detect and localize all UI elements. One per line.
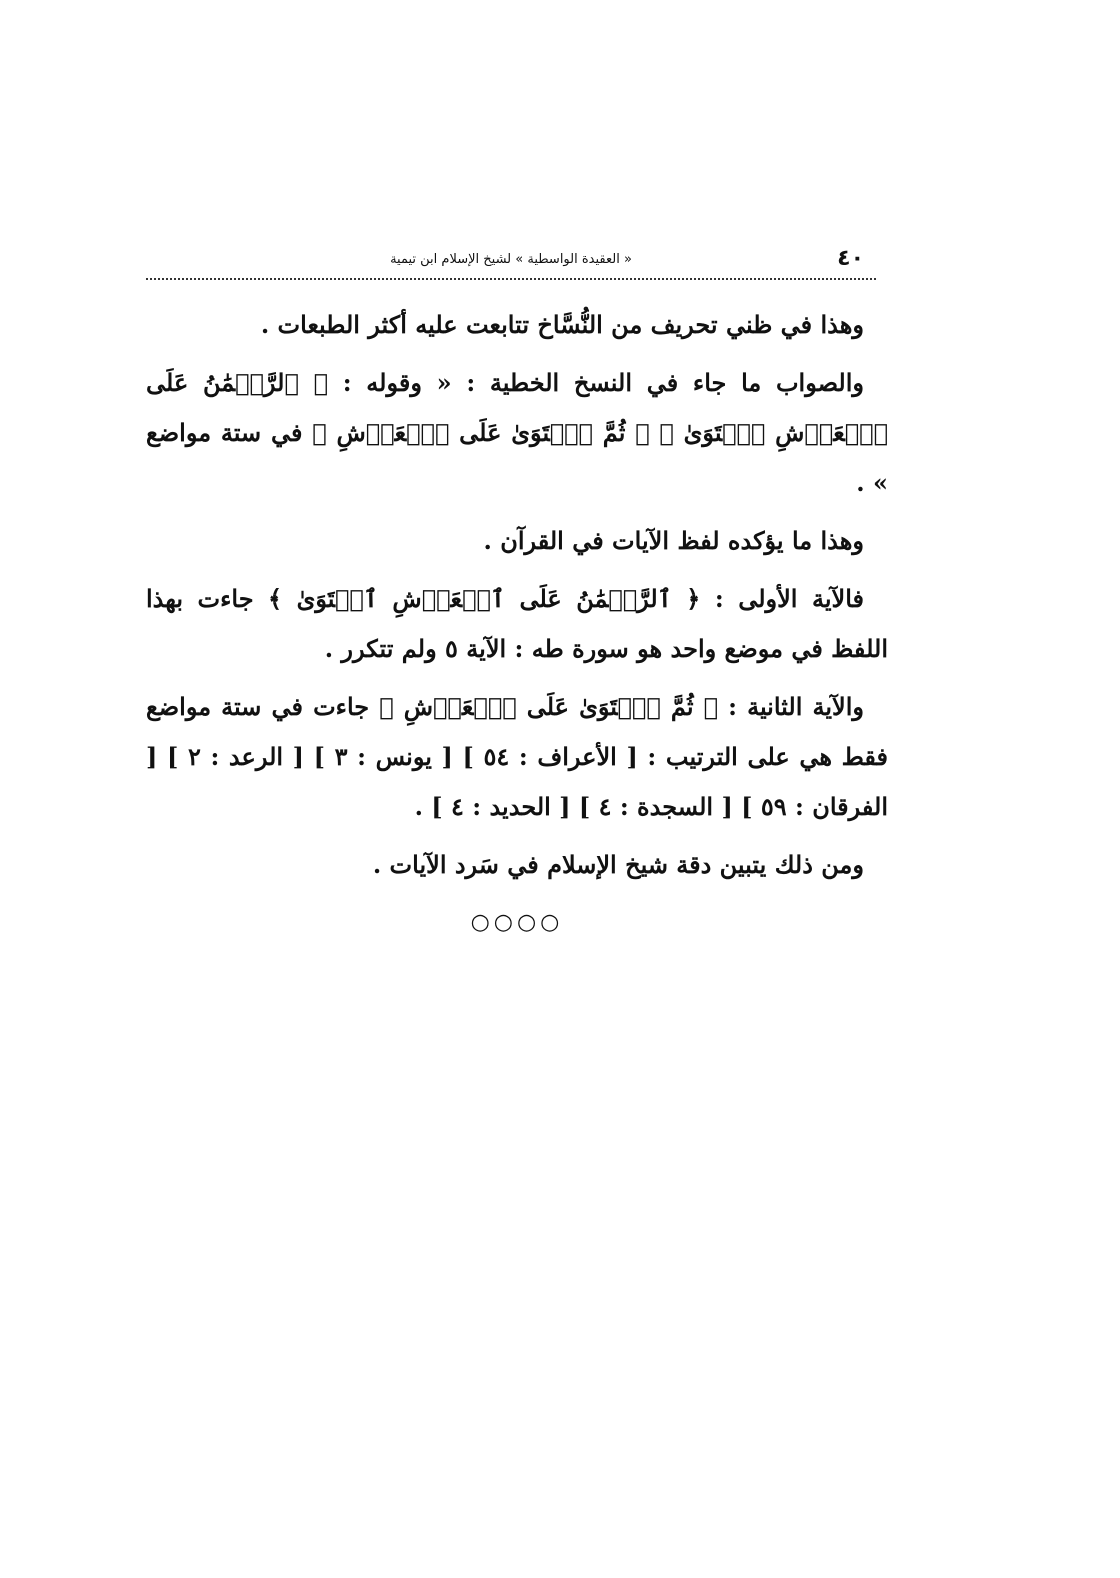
paragraph: وهذا في ظني تحريف من النُّسَّاخ تتابعت عليه أكثر الطبعات .	[260, 310, 864, 339]
paragraph: وهذا ما يؤكده لفظ الآيات في القرآن .	[483, 526, 864, 555]
paragraph: والآية الثانية : ﴿ ثُمَّ ٱسۡتَوَىٰ عَلَى ٱلۡعَرۡشِ ﴾ جاءت في ستة مواضع فقط هي على الترتيب : [ الأعراف : ٥٤ ] [ يونس : ٣ ] [ الرعد : ٢ ] [ الفرقان : ٥٩ ] [ السجدة : ٤ ] [ الحديد : ٤ ] .	[146, 692, 888, 821]
page-number: ٤٠	[837, 246, 864, 271]
body-text	[146, 300, 888, 956]
section-separator: ○○○○	[470, 910, 564, 935]
paragraph: فالآية الأولى : ﴿ ٱلرَّحۡمَٰنُ عَلَى ٱلۡعَرۡشِ ٱسۡتَوَىٰ ﴾ جاءت بهذا اللفظ في موضع واحد هو سورة طه : الآية ٥ ولم تتكرر .	[146, 584, 888, 663]
paragraph: والصواب ما جاء في النسخ الخطية : « وقوله : ﴿ ٱلرَّحۡمَٰنُ عَلَى ٱلۡعَرۡشِ ٱسۡتَوَىٰ ﴾ ﴿ ثُمَّ ٱسۡتَوَىٰ عَلَى ٱلۡعَرۡشِ ﴾ في ستة مواضع » .	[146, 368, 888, 497]
header-dotted-rule	[146, 278, 876, 280]
running-title: « العقيدة الواسطية » لشيخ الإسلام ابن تيمية	[390, 252, 632, 267]
running-header	[146, 246, 876, 280]
paragraph: ومن ذلك يتبين دقة شيخ الإسلام في سَرد الآيات .	[372, 850, 864, 879]
